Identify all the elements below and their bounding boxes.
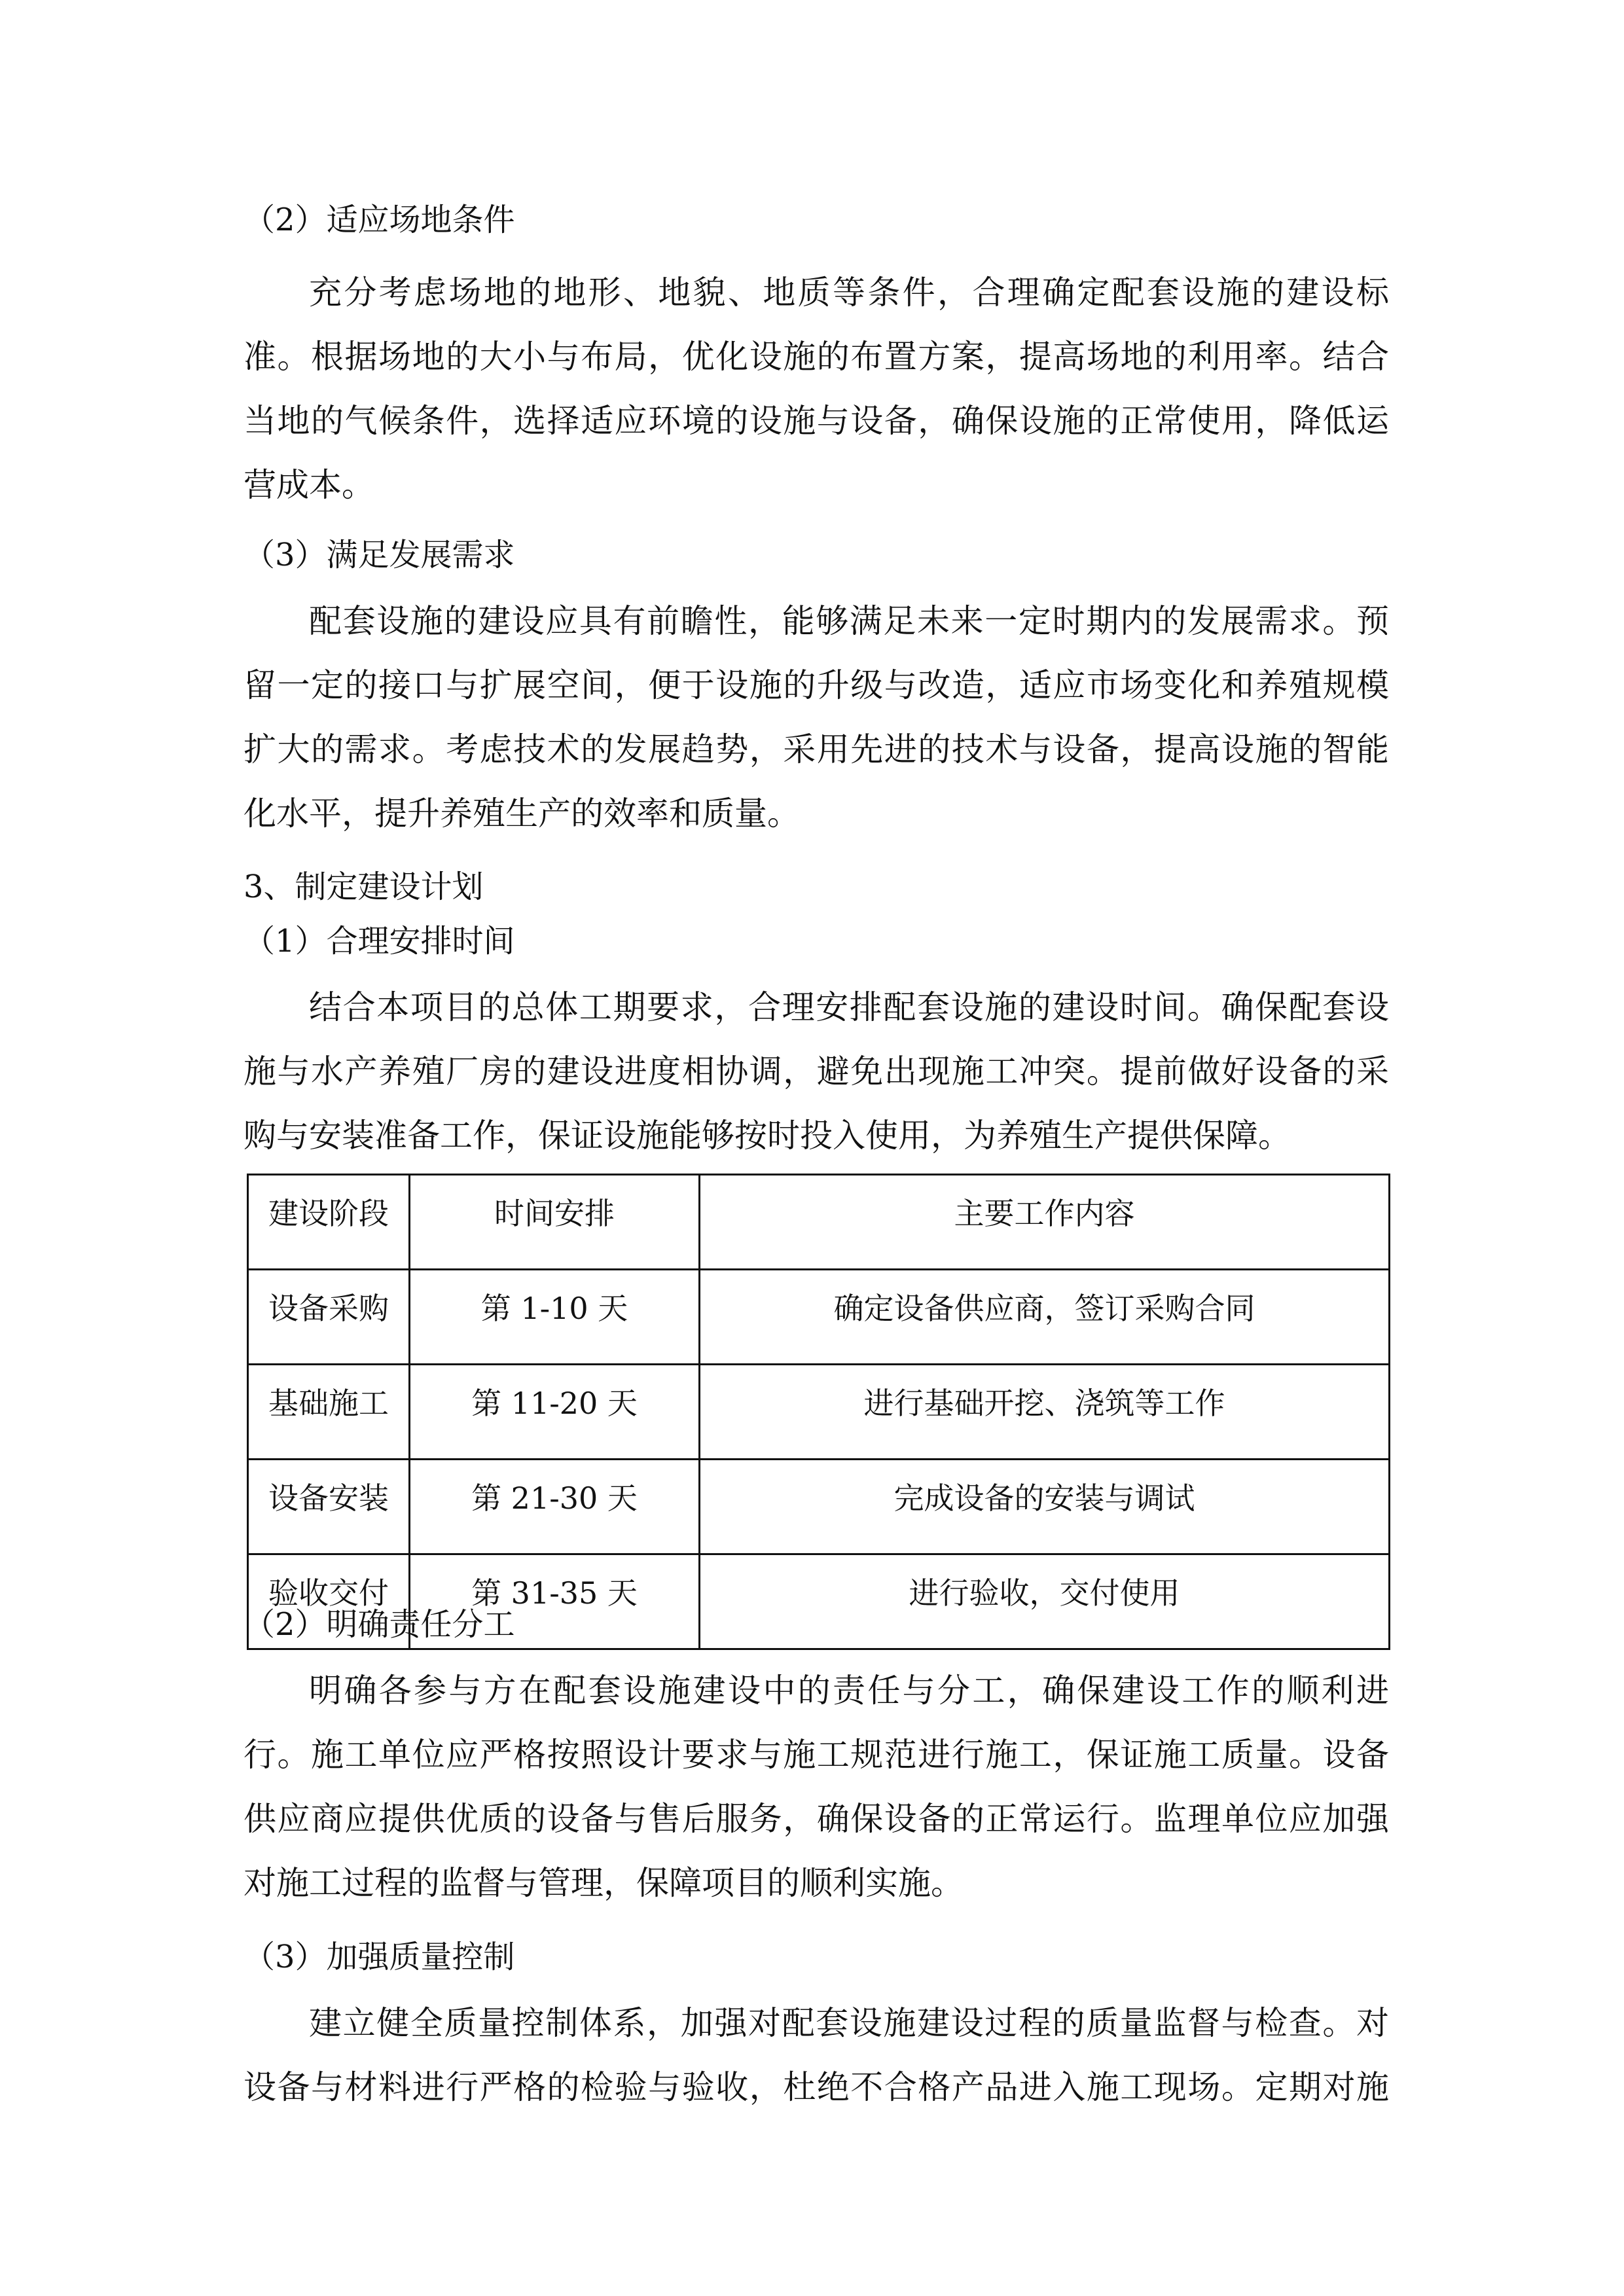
table-cell: 第 11-20 天 xyxy=(410,1365,700,1460)
paragraph-line: 营成本。 xyxy=(244,466,374,504)
header-cell: 主要工作内容 xyxy=(700,1175,1390,1270)
paragraph-line: 建立健全质量控制体系，加强对配套设施建设过程的质量监督与检查。对 xyxy=(309,2004,1389,2042)
section-schedule xyxy=(244,922,1389,1168)
paragraph-line: 化水平，提升养殖生产的效率和质量。 xyxy=(244,795,800,833)
paragraph-line: 施与水产养殖厂房的建设进度相协调，避免出现施工冲突。提前做好设备的采 xyxy=(244,1052,1389,1090)
paragraph-line: 设备与材料进行严格的检验与验收，杜绝不合格产品进入施工现场。定期对施 xyxy=(244,2068,1389,2106)
section-site-conditions xyxy=(244,200,1389,517)
paragraph-line: 供应商应提供优质的设备与售后服务，确保设备的正常运行。监理单位应加强 xyxy=(244,1800,1389,1838)
paragraph-line: 行。施工单位应严格按照设计要求与施工规范进行施工，保证施工质量。设备 xyxy=(244,1736,1389,1774)
table-cell: 设备采购 xyxy=(248,1270,410,1365)
section-heading: （3）加强质量控制 xyxy=(244,1939,515,1975)
paragraph-line: 充分考虑场地的地形、地貌、地质等条件，合理确定配套设施的建设标 xyxy=(309,274,1389,312)
section-heading: （3）满足发展需求 xyxy=(244,537,515,573)
paragraph-line: 配套设施的建设应具有前瞻性，能够满足未来一定时期内的发展需求。预 xyxy=(309,602,1389,640)
schedule-table xyxy=(247,1174,1390,1650)
paragraph-line: 准。根据场地的大小与布局，优化设施的布置方案，提高场地的利用率。结合 xyxy=(244,338,1389,376)
paragraph-line: 扩大的需求。考虑技术的发展趋势，采用先进的技术与设备，提高设施的智能 xyxy=(244,730,1389,768)
section-quality-control xyxy=(244,1937,1389,2119)
paragraph-line: 对施工过程的监督与管理，保障项目的顺利实施。 xyxy=(244,1864,964,1902)
paragraph-line: 购与安装准备工作，保证设施能够按时投入使用，为养殖生产提供保障。 xyxy=(244,1117,1291,1155)
section-construction-plan xyxy=(244,867,1389,906)
table-cell: 确定设备供应商，签订采购合同 xyxy=(700,1270,1390,1365)
section-responsibilities xyxy=(244,1605,1389,1915)
table-cell: 第 21-30 天 xyxy=(410,1460,700,1554)
table-row xyxy=(248,1365,1390,1460)
paragraph-line: 明确各参与方在配套设施建设中的责任与分工，确保建设工作的顺利进 xyxy=(309,1672,1389,1710)
table-row xyxy=(248,1460,1390,1554)
table-cell: 进行基础开挖、浇筑等工作 xyxy=(700,1365,1390,1460)
paragraph-line: 结合本项目的总体工期要求，合理安排配套设施的建设时间。确保配套设 xyxy=(309,988,1389,1026)
section-heading: （2）明确责任分工 xyxy=(244,1606,515,1643)
table-cell: 设备安装 xyxy=(248,1460,410,1554)
table-cell: 第 31-35 天 xyxy=(410,1554,700,1649)
header-cell: 时间安排 xyxy=(410,1175,700,1270)
section-heading: （2）适应场地条件 xyxy=(244,202,515,238)
paragraph-line: 留一定的接口与扩展空间，便于设施的升级与改造，适应市场变化和养殖规模 xyxy=(244,666,1389,704)
table-header-row xyxy=(248,1175,1390,1270)
table-cell: 验收交付 xyxy=(248,1554,410,1649)
section-heading: （1）合理安排时间 xyxy=(244,923,515,960)
table-row xyxy=(248,1270,1390,1365)
paragraph-line: 当地的气候条件，选择适应环境的设施与设备，确保设施的正常使用，降低运 xyxy=(244,402,1389,440)
section-heading: 3、制定建设计划 xyxy=(244,869,484,905)
table-cell: 第 1-10 天 xyxy=(410,1270,700,1365)
table-cell: 基础施工 xyxy=(248,1365,410,1460)
header-cell: 建设阶段 xyxy=(248,1175,410,1270)
table-cell: 完成设备的安装与调试 xyxy=(700,1460,1390,1554)
section-development-needs xyxy=(244,535,1389,846)
table-cell: 进行验收，交付使用 xyxy=(700,1554,1390,1649)
